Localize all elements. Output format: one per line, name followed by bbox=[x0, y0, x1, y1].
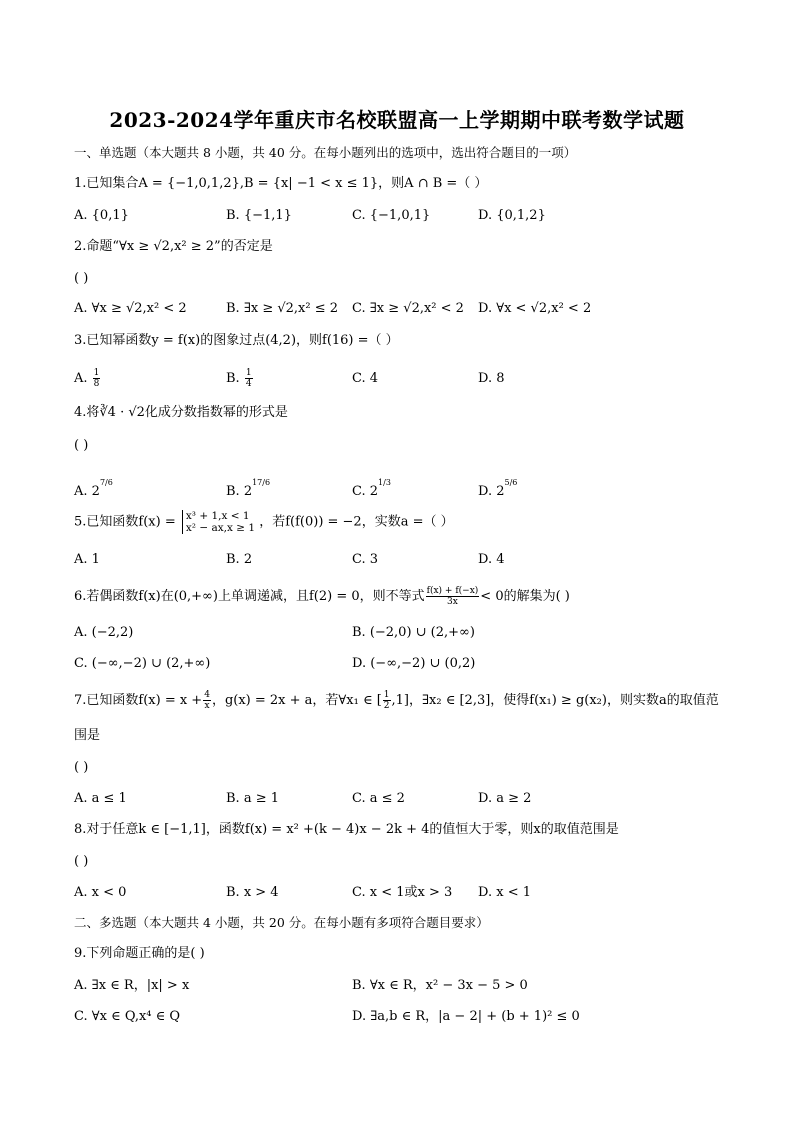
q6-option-a: A. (−2,2) bbox=[74, 625, 134, 640]
q9-option-b: B. ∀x ∈ R，x² − 3x − 5 > 0 bbox=[352, 978, 528, 993]
q6-option-d: D. (−∞,−2) ∪ (0,2) bbox=[352, 656, 476, 671]
q3-option-b bbox=[226, 368, 254, 389]
q4-option-a-exponent: 7/6 bbox=[99, 478, 113, 487]
q4-option-b-exponent: 17/6 bbox=[252, 478, 271, 487]
fraction-denominator: 2 bbox=[383, 701, 390, 711]
fraction-numerator: 4 bbox=[204, 690, 210, 700]
q3-option-c: C. 4 bbox=[352, 371, 379, 386]
q7-option-b: B. a ≥ 1 bbox=[226, 791, 279, 806]
q2-option-c: C. ∃x ≥ √2,x² < 2 bbox=[352, 301, 464, 316]
q4-option-d-base: D. 2 bbox=[478, 484, 505, 499]
q6-stem-end: < 0的解集为( ) bbox=[480, 589, 570, 604]
q7-answer-paren: ( ) bbox=[74, 760, 89, 775]
q7-stem-part-3: ,1]，∃x₂ ∈ [2,3]，使得f(x₁) ≥ g(x₂)，则实数a的取值范 bbox=[391, 693, 719, 708]
q7-stem-part-1: 7.已知函数f(x) = x + bbox=[74, 693, 203, 708]
q2-answer-paren: ( ) bbox=[74, 271, 89, 286]
q7-option-d: D. a ≥ 2 bbox=[478, 791, 532, 806]
q5-stem-end: ，若f(f(0)) = −2，实数a =（ ） bbox=[259, 514, 454, 530]
q7-stem-part-2: ，g(x) = 2x + a，若∀x₁ ∈ [ bbox=[211, 693, 382, 708]
q8-option-b: B. x > 4 bbox=[226, 885, 279, 900]
fraction-numerator: 1 bbox=[383, 690, 390, 700]
question-4-stem: 4.将∛4 · √2化成分数指数幂的形式是 bbox=[74, 405, 288, 420]
q5-option-d: D. 4 bbox=[478, 552, 505, 567]
q4-option-d-exponent: 5/6 bbox=[504, 478, 518, 487]
q8-option-a: A. x < 0 bbox=[74, 885, 127, 900]
q4-option-b-base: B. 2 bbox=[226, 484, 253, 499]
q5-case-1: x³ + 1,x < 1 bbox=[185, 510, 250, 522]
section-heading-single-choice: 一、单选题（本大题共 8 小题，共 40 分。在每小题列出的选项中，选出符合题目的一项） bbox=[74, 145, 577, 160]
question-3-stem: 3.已知幂函数y = f(x)的图象过点(4,2)，则f(16) =（ ） bbox=[74, 333, 399, 348]
fraction-denominator: 4 bbox=[245, 379, 252, 389]
question-8-stem: 8.对于任意k ∈ [−1,1]，函数f(x) = x² +(k − 4)x − 2k + 4的值恒大于零，则x的取值范围是 bbox=[74, 822, 619, 837]
q7-stem-line-2: 围是 bbox=[74, 728, 101, 743]
q8-option-c: C. x < 1或x > 3 bbox=[352, 885, 453, 900]
q7-option-a: A. a ≤ 1 bbox=[74, 791, 127, 806]
q6-option-b: B. (−2,0) ∪ (2,+∞) bbox=[352, 625, 475, 640]
question-7-stem bbox=[74, 690, 719, 711]
q4-answer-paren: ( ) bbox=[74, 438, 89, 453]
q4-option-b bbox=[226, 474, 270, 501]
q4-option-d bbox=[478, 474, 517, 501]
question-2-stem: 2.命题“∀x ≥ √2,x² ≥ 2”的否定是 bbox=[74, 239, 273, 254]
q1-option-b: B. {−1,1} bbox=[226, 208, 292, 223]
question-6-stem bbox=[74, 586, 570, 607]
q7-option-c: C. a ≤ 2 bbox=[352, 791, 405, 806]
q7-fraction-4-over-x bbox=[203, 690, 211, 711]
q3-option-a bbox=[74, 368, 101, 389]
q2-option-a: A. ∀x ≥ √2,x² < 2 bbox=[74, 301, 187, 316]
question-1-stem: 1.已知集合A = {−1,0,1,2},B = {x| −1 < x ≤ 1}，则A ∩ B =（ ） bbox=[74, 176, 488, 191]
fraction-numerator: 1 bbox=[93, 368, 100, 378]
q3-option-a-label: A. bbox=[74, 371, 88, 386]
q4-option-c-exponent: 1/3 bbox=[378, 478, 391, 487]
q5-option-a: A. 1 bbox=[74, 552, 100, 567]
q7-fraction-half bbox=[383, 690, 391, 711]
q4-option-c-base: C. 2 bbox=[352, 484, 379, 499]
section-heading-multiple-choice: 二、多选题（本大题共 4 小题，共 20 分。在每小题有多项符合题目要求） bbox=[74, 915, 489, 930]
q3-option-d: D. 8 bbox=[478, 371, 505, 386]
q4-option-a bbox=[74, 474, 113, 501]
question-5-stem bbox=[74, 510, 454, 534]
fraction-denominator: 3x bbox=[447, 597, 458, 607]
q3-option-b-label: B. bbox=[226, 371, 240, 386]
q9-option-c: C. ∀x ∈ Q,x⁴ ∈ Q bbox=[74, 1009, 181, 1024]
q6-option-c: C. (−∞,−2) ∪ (2,+∞) bbox=[74, 656, 211, 671]
fraction-denominator: x bbox=[204, 701, 210, 711]
q5-stem-start: 5.已知函数f(x) = bbox=[74, 514, 176, 530]
q6-stem-start: 6.若偶函数f(x)在(0,+∞)上单调递减，且f(2) = 0，则不等式 bbox=[74, 589, 425, 604]
page-title: 2023-2024学年重庆市名校联盟高一上学期期中联考数学试题 bbox=[109, 108, 685, 132]
q3-option-b-fraction bbox=[245, 368, 253, 389]
q1-option-c: C. {−1,0,1} bbox=[352, 208, 431, 223]
fraction-denominator: 8 bbox=[93, 379, 100, 389]
q6-inequality-fraction bbox=[426, 586, 480, 607]
q2-option-b: B. ∃x ≥ √2,x² ≤ 2 bbox=[226, 301, 339, 316]
q5-case-2: x² − ax,x ≥ 1 bbox=[185, 522, 256, 534]
q4-option-c bbox=[352, 474, 391, 501]
q5-option-b: B. 2 bbox=[226, 552, 253, 567]
q2-option-d: D. ∀x < √2,x² < 2 bbox=[478, 301, 592, 316]
fraction-numerator: 1 bbox=[245, 368, 252, 378]
fraction-numerator: f(x) + f(−x) bbox=[426, 586, 479, 596]
q3-option-a-fraction bbox=[93, 368, 101, 389]
q5-piecewise-function bbox=[182, 510, 255, 534]
q8-answer-paren: ( ) bbox=[74, 854, 89, 869]
q9-option-d: D. ∃a,b ∈ R，|a − 2| + (b + 1)² ≤ 0 bbox=[352, 1009, 580, 1024]
q4-option-a-base: A. 2 bbox=[74, 484, 100, 499]
q9-option-a: A. ∃x ∈ R，|x| > x bbox=[74, 978, 190, 993]
q1-option-a: A. {0,1} bbox=[74, 208, 129, 223]
q1-option-d: D. {0,1,2} bbox=[478, 208, 546, 223]
question-9-stem: 9.下列命题正确的是( ) bbox=[74, 946, 205, 961]
q8-option-d: D. x < 1 bbox=[478, 885, 531, 900]
q5-option-c: C. 3 bbox=[352, 552, 379, 567]
